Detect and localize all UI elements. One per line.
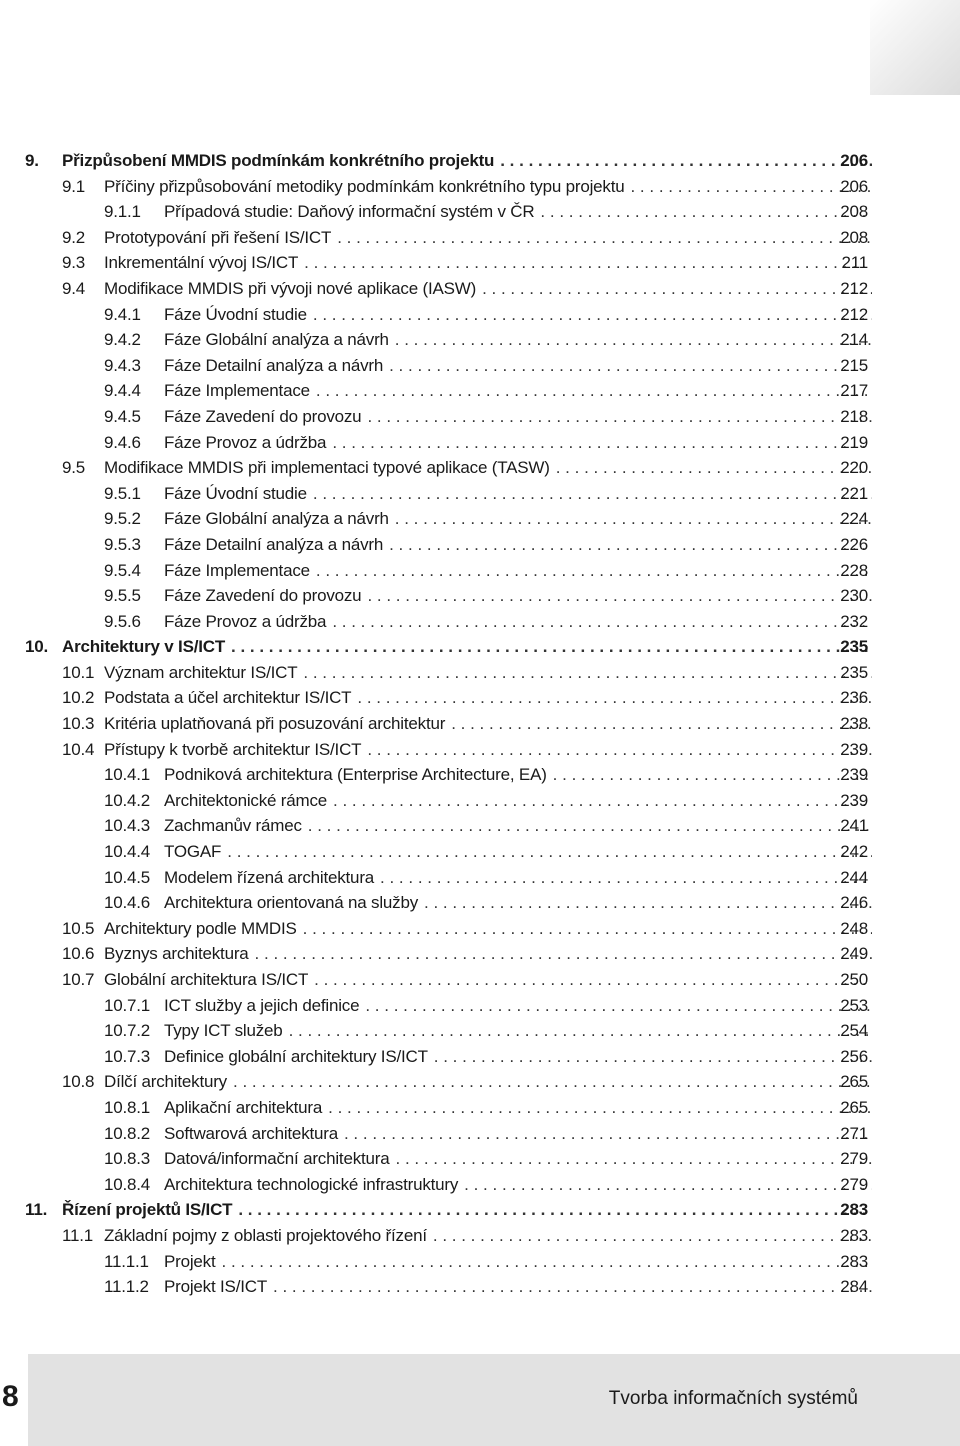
toc-dot-leader bbox=[238, 1197, 872, 1223]
toc-entry-title: Projekt bbox=[164, 1251, 216, 1271]
toc-entry-page: 279 bbox=[840, 1174, 868, 1194]
toc-entry-page: 236 bbox=[840, 688, 868, 708]
toc-entry[interactable] bbox=[0, 1069, 960, 1095]
toc-entry-title-wrap bbox=[104, 941, 872, 967]
toc-entry-title: Globální architektura IS/ICT bbox=[104, 970, 309, 989]
toc-dot-leader bbox=[333, 788, 872, 814]
toc-entry-page: 284 bbox=[840, 1277, 868, 1297]
toc-entry-page: 230 bbox=[840, 586, 868, 606]
toc-entry-title-wrap bbox=[104, 455, 872, 481]
toc-entry-title: Případová studie: Daňový informační systém v ČR bbox=[164, 202, 535, 222]
toc-entry-page: 215 bbox=[840, 355, 868, 375]
toc-entry-page: 239 bbox=[840, 739, 868, 759]
toc-dot-leader bbox=[304, 250, 872, 276]
toc-dot-leader bbox=[233, 1069, 872, 1095]
toc-entry-title: Fáze Zavedení do provozu bbox=[164, 406, 362, 426]
toc-entry[interactable] bbox=[0, 404, 960, 430]
toc-dot-leader bbox=[464, 1172, 872, 1198]
toc-entry-title-wrap bbox=[164, 430, 872, 456]
toc-entry-number: 10.7.3 bbox=[104, 1046, 151, 1066]
toc-entry-page: 249 bbox=[840, 944, 868, 964]
toc-entry-number: 10.4.6 bbox=[104, 893, 151, 913]
toc-entry-number: 10. bbox=[25, 637, 49, 657]
toc-entry-number: 10.7 bbox=[62, 970, 95, 989]
toc-entry-page: 265 bbox=[840, 1097, 868, 1117]
toc-entry-title-wrap bbox=[62, 634, 872, 660]
toc-entry[interactable] bbox=[0, 865, 960, 891]
toc-entry-title: Přizpůsobení MMDIS podmínkám konkrétního projektu bbox=[62, 151, 495, 170]
toc-entry-number: 9.5.6 bbox=[104, 611, 141, 631]
toc-entry-title-wrap bbox=[164, 302, 872, 328]
toc-entry-number: 9.5 bbox=[62, 458, 86, 478]
toc-entry-number: 9.5.4 bbox=[104, 560, 141, 580]
toc-entry-number: 9.3 bbox=[62, 253, 86, 273]
toc-dot-leader bbox=[344, 1121, 872, 1147]
toc-entry[interactable] bbox=[0, 276, 960, 302]
toc-entry-title-wrap bbox=[164, 532, 872, 558]
toc-entry-title-wrap bbox=[164, 1095, 872, 1121]
toc-entry-number: 9.5.2 bbox=[104, 509, 141, 529]
toc-entry-title: Architektonické rámce bbox=[164, 790, 328, 810]
toc-entry[interactable] bbox=[0, 1121, 960, 1147]
toc-entry-number: 10.8.4 bbox=[104, 1174, 151, 1194]
toc-entry[interactable] bbox=[0, 455, 960, 481]
toc-entry-page: 232 bbox=[840, 611, 868, 631]
toc-entry[interactable] bbox=[0, 839, 960, 865]
toc-dot-leader bbox=[365, 993, 872, 1019]
toc-dot-leader bbox=[500, 148, 872, 174]
toc-entry-title-wrap bbox=[164, 890, 872, 916]
toc-entry-number: 10.8.3 bbox=[104, 1149, 151, 1169]
toc-entry-title-wrap bbox=[164, 404, 872, 430]
toc-entry-title: Základní pojmy z oblasti projektového řízení bbox=[104, 1225, 427, 1245]
toc-entry-number: 10.4.4 bbox=[104, 842, 151, 862]
toc-entry-title-wrap bbox=[104, 250, 872, 276]
toc-entry[interactable] bbox=[0, 199, 960, 225]
toc-dot-leader bbox=[367, 404, 872, 430]
toc-entry[interactable] bbox=[0, 788, 960, 814]
table-of-contents bbox=[0, 148, 960, 1300]
toc-entry-title: Kritéria uplatňovaná při posuzování architektur bbox=[104, 714, 446, 734]
toc-entry[interactable] bbox=[0, 634, 960, 660]
toc-entry[interactable] bbox=[0, 967, 960, 993]
toc-entry-title: Modifikace MMDIS při vývoji nové aplikace (IASW) bbox=[104, 278, 477, 298]
toc-entry-title-wrap bbox=[164, 1274, 872, 1300]
toc-entry-page: 206 bbox=[840, 176, 868, 196]
toc-dot-leader bbox=[332, 609, 872, 635]
toc-entry-number: 9.2 bbox=[62, 227, 86, 247]
toc-entry-title: Fáze Úvodní studie bbox=[164, 304, 307, 324]
toc-entry-page: 271 bbox=[840, 1123, 868, 1143]
toc-dot-leader bbox=[434, 1044, 872, 1070]
toc-entry[interactable] bbox=[0, 225, 960, 251]
toc-dot-leader bbox=[289, 1018, 872, 1044]
toc-entry[interactable] bbox=[0, 685, 960, 711]
toc-entry-number: 9.5.1 bbox=[104, 483, 141, 503]
toc-entry-page: 283 bbox=[840, 1251, 868, 1271]
toc-entry-title: Fáze Implementace bbox=[164, 560, 310, 580]
toc-entry-title: Architektury v IS/ICT bbox=[62, 637, 226, 657]
toc-entry-title: Fáze Detailní analýza a návrh bbox=[164, 355, 384, 375]
toc-entry[interactable] bbox=[0, 430, 960, 456]
toc-dot-leader bbox=[313, 302, 872, 328]
toc-entry-title-wrap bbox=[164, 1172, 872, 1198]
toc-entry-number: 9.4.2 bbox=[104, 330, 141, 350]
toc-entry[interactable] bbox=[0, 327, 960, 353]
toc-dot-leader bbox=[255, 941, 872, 967]
toc-entry-title: Příčiny přizpůsobování metodiky podmínkám konkrétního typu projektu bbox=[104, 176, 625, 196]
toc-dot-leader bbox=[227, 839, 872, 865]
toc-entry-number: 11.1 bbox=[62, 1225, 94, 1245]
toc-entry[interactable] bbox=[0, 1095, 960, 1121]
toc-entry[interactable] bbox=[0, 353, 960, 379]
toc-entry-page: 239 bbox=[840, 765, 868, 785]
toc-entry-number: 10.5 bbox=[62, 918, 95, 938]
toc-entry-number: 9.4 bbox=[62, 278, 86, 298]
toc-dot-leader bbox=[540, 199, 872, 225]
toc-entry-page: 239 bbox=[840, 790, 868, 810]
toc-dot-leader bbox=[332, 430, 872, 456]
toc-entry[interactable] bbox=[0, 737, 960, 763]
toc-entry-title-wrap bbox=[104, 685, 872, 711]
toc-entry[interactable] bbox=[0, 890, 960, 916]
toc-entry-title: Podniková architektura (Enterprise Architecture, EA) bbox=[164, 765, 547, 785]
toc-dot-leader bbox=[303, 916, 872, 942]
toc-entry-number: 10.1 bbox=[62, 662, 95, 682]
toc-entry-title-wrap bbox=[164, 353, 872, 379]
toc-entry-title-wrap bbox=[164, 762, 872, 788]
toc-dot-leader bbox=[433, 1223, 872, 1249]
toc-entry-title: Typy ICT služeb bbox=[164, 1021, 283, 1041]
toc-entry-page: 238 bbox=[840, 714, 868, 734]
toc-entry-title: Softwarová architektura bbox=[164, 1123, 338, 1143]
toc-entry[interactable] bbox=[0, 711, 960, 737]
toc-entry-number: 11.1.1 bbox=[104, 1251, 149, 1271]
toc-dot-leader bbox=[556, 455, 872, 481]
toc-entry-title-wrap bbox=[164, 1121, 872, 1147]
toc-entry-title-wrap bbox=[164, 609, 872, 635]
toc-entry-page: 241 bbox=[840, 816, 868, 836]
page-number: 8 bbox=[2, 1380, 19, 1413]
toc-entry-title: Zachmanův rámec bbox=[164, 816, 302, 836]
toc-entry[interactable] bbox=[0, 148, 960, 174]
toc-entry-number: 9.5.3 bbox=[104, 534, 141, 554]
toc-entry-title-wrap bbox=[164, 583, 872, 609]
toc-dot-leader bbox=[367, 583, 872, 609]
toc-entry-title-wrap bbox=[104, 711, 872, 737]
toc-entry-number: 10.4.3 bbox=[104, 816, 151, 836]
toc-entry[interactable] bbox=[0, 532, 960, 558]
toc-entry-page: 235 bbox=[840, 637, 868, 657]
toc-entry-number: 10.7.1 bbox=[104, 995, 151, 1015]
toc-entry-page: 248 bbox=[840, 918, 868, 938]
toc-dot-leader bbox=[389, 353, 872, 379]
toc-entry-title: Architektura technologické infrastruktury bbox=[164, 1174, 459, 1194]
toc-entry-page: 218 bbox=[840, 406, 868, 426]
toc-entry-number: 10.8.2 bbox=[104, 1123, 151, 1143]
toc-dot-leader bbox=[380, 865, 872, 891]
toc-entry-title: Přístupy k tvorbě architektur IS/ICT bbox=[104, 739, 362, 759]
toc-entry-title-wrap bbox=[164, 1018, 872, 1044]
toc-entry-number: 10.2 bbox=[62, 688, 95, 708]
toc-entry-page: 208 bbox=[840, 227, 868, 247]
toc-dot-leader bbox=[424, 890, 872, 916]
toc-dot-leader bbox=[308, 813, 872, 839]
toc-entry-number: 11. bbox=[25, 1200, 48, 1220]
toc-entry[interactable] bbox=[0, 583, 960, 609]
toc-entry-title-wrap bbox=[62, 148, 872, 174]
toc-entry-number: 10.8.1 bbox=[104, 1097, 151, 1117]
toc-entry[interactable] bbox=[0, 174, 960, 200]
toc-entry-title: Inkrementální vývoj IS/ICT bbox=[104, 253, 299, 273]
toc-dot-leader bbox=[396, 1146, 873, 1172]
toc-entry[interactable] bbox=[0, 813, 960, 839]
toc-entry-title-wrap bbox=[104, 1223, 872, 1249]
toc-entry-title: Modifikace MMDIS při implementaci typové aplikace (TASW) bbox=[104, 458, 550, 478]
toc-entry-title: Architektura orientovaná na služby bbox=[164, 893, 419, 913]
toc-entry-title: Fáze Detailní analýza a návrh bbox=[164, 534, 384, 554]
toc-entry-page: 219 bbox=[840, 432, 868, 452]
toc-entry-page: 246 bbox=[840, 893, 868, 913]
toc-entry-page: 217 bbox=[840, 381, 868, 401]
toc-dot-leader bbox=[313, 481, 872, 507]
toc-dot-leader bbox=[328, 1095, 872, 1121]
book-title: Tvorba informačních systémů bbox=[608, 1388, 858, 1409]
toc-entry[interactable] bbox=[0, 660, 960, 686]
toc-entry[interactable] bbox=[0, 941, 960, 967]
toc-dot-leader bbox=[357, 685, 872, 711]
toc-dot-leader bbox=[389, 532, 872, 558]
toc-entry[interactable] bbox=[0, 609, 960, 635]
toc-entry-title: Definice globální architektury IS/ICT bbox=[164, 1046, 428, 1066]
toc-entry-title: Prototypování při řešení IS/ICT bbox=[104, 227, 332, 247]
toc-entry-number: 10.7.2 bbox=[104, 1021, 151, 1041]
toc-entry-page: 265 bbox=[840, 1072, 868, 1092]
toc-entry-title-wrap bbox=[104, 660, 872, 686]
toc-entry-number: 10.6 bbox=[62, 944, 95, 964]
toc-entry-title-wrap bbox=[164, 481, 872, 507]
toc-dot-leader bbox=[367, 737, 872, 763]
toc-entry-page: 212 bbox=[840, 278, 868, 298]
toc-entry-title-wrap bbox=[164, 1044, 872, 1070]
toc-entry-title: Fáze Provoz a údržba bbox=[164, 432, 327, 452]
toc-entry-number: 11.1.2 bbox=[104, 1277, 149, 1297]
toc-entry-number: 9.4.6 bbox=[104, 432, 141, 452]
toc-entry[interactable] bbox=[0, 1197, 960, 1223]
toc-entry-number: 10.4.1 bbox=[104, 765, 151, 785]
toc-entry[interactable] bbox=[0, 993, 960, 1019]
toc-entry[interactable] bbox=[0, 250, 960, 276]
toc-entry-title-wrap bbox=[164, 506, 872, 532]
toc-entry-title-wrap bbox=[164, 1249, 872, 1275]
toc-entry-title: Modelem řízená architektura bbox=[164, 867, 375, 887]
toc-entry-page: 283 bbox=[840, 1200, 868, 1220]
toc-entry-title: Fáze Provoz a údržba bbox=[164, 611, 327, 631]
toc-entry-title-wrap bbox=[104, 1069, 872, 1095]
toc-entry-number: 10.3 bbox=[62, 714, 95, 734]
toc-entry-title: Dílčí architektury bbox=[104, 1072, 227, 1092]
toc-entry-page: 226 bbox=[840, 534, 868, 554]
toc-entry[interactable] bbox=[0, 1146, 960, 1172]
toc-dot-leader bbox=[337, 225, 872, 251]
toc-entry-title: TOGAF bbox=[164, 842, 222, 862]
toc-entry-page: 244 bbox=[840, 867, 868, 887]
toc-dot-leader bbox=[314, 967, 872, 993]
toc-entry[interactable] bbox=[0, 506, 960, 532]
toc-dot-leader bbox=[316, 558, 872, 584]
toc-entry-page: 211 bbox=[841, 253, 868, 273]
toc-entry-title-wrap bbox=[62, 1197, 872, 1223]
toc-entry[interactable] bbox=[0, 378, 960, 404]
toc-entry-page: 253 bbox=[840, 995, 868, 1015]
toc-entry-page: 214 bbox=[840, 330, 868, 350]
toc-entry-page: 242 bbox=[840, 842, 868, 862]
toc-entry-title: Fáze Úvodní studie bbox=[164, 483, 307, 503]
toc-entry-title: Datová/informační architektura bbox=[164, 1149, 390, 1169]
toc-entry-title: Fáze Zavedení do provozu bbox=[164, 586, 362, 606]
toc-entry[interactable] bbox=[0, 481, 960, 507]
toc-entry-page: 283 bbox=[840, 1225, 868, 1245]
toc-entry-title-wrap bbox=[164, 813, 872, 839]
toc-entry-page: 228 bbox=[840, 560, 868, 580]
toc-entry-title: Byznys architektura bbox=[104, 944, 249, 964]
toc-entry-title-wrap bbox=[104, 276, 872, 302]
toc-entry[interactable] bbox=[0, 1044, 960, 1070]
toc-entry-number: 9.4.4 bbox=[104, 381, 141, 401]
toc-entry[interactable] bbox=[0, 1274, 960, 1300]
toc-entry-page: 220 bbox=[840, 458, 868, 478]
toc-entry-page: 221 bbox=[840, 483, 868, 503]
toc-entry[interactable] bbox=[0, 1018, 960, 1044]
toc-entry-title-wrap bbox=[164, 378, 872, 404]
toc-entry-title: Projekt IS/ICT bbox=[164, 1277, 268, 1297]
toc-entry-page: 212 bbox=[840, 304, 868, 324]
toc-entry-title-wrap bbox=[164, 788, 872, 814]
toc-entry-number: 10.4 bbox=[62, 739, 95, 759]
toc-entry[interactable] bbox=[0, 302, 960, 328]
toc-dot-leader bbox=[395, 327, 872, 353]
toc-dot-leader bbox=[553, 762, 872, 788]
toc-entry-title-wrap bbox=[164, 558, 872, 584]
toc-entry-title: ICT služby a jejich definice bbox=[164, 995, 360, 1015]
toc-entry-title-wrap bbox=[104, 967, 872, 993]
toc-entry-number: 9.5.5 bbox=[104, 586, 141, 606]
toc-dot-leader bbox=[231, 634, 872, 660]
toc-entry-page: 279 bbox=[840, 1149, 868, 1169]
toc-entry-title: Význam architektur IS/ICT bbox=[104, 662, 298, 682]
toc-entry-page: 256 bbox=[840, 1046, 868, 1066]
toc-entry-page: 250 bbox=[840, 970, 868, 989]
toc-entry-page: 235 bbox=[840, 662, 868, 682]
toc-entry-title: Fáze Globální analýza a návrh bbox=[164, 509, 389, 529]
toc-entry-number: 10.4.5 bbox=[104, 867, 151, 887]
toc-entry[interactable] bbox=[0, 762, 960, 788]
toc-dot-leader bbox=[451, 711, 872, 737]
toc-entry-title-wrap bbox=[104, 174, 872, 200]
toc-entry-title-wrap bbox=[104, 916, 872, 942]
toc-entry[interactable] bbox=[0, 1249, 960, 1275]
toc-entry-title: Fáze Implementace bbox=[164, 381, 310, 401]
toc-entry-number: 9.4.1 bbox=[104, 304, 141, 324]
toc-entry-title: Aplikační architektura bbox=[164, 1097, 323, 1117]
toc-entry-page: 224 bbox=[840, 509, 868, 529]
toc-dot-leader bbox=[482, 276, 872, 302]
toc-entry-number: 10.8 bbox=[62, 1072, 95, 1092]
toc-entry[interactable] bbox=[0, 1172, 960, 1198]
toc-entry[interactable] bbox=[0, 558, 960, 584]
toc-entry-number: 9.1.1 bbox=[104, 202, 141, 222]
toc-entry-number: 10.4.2 bbox=[104, 790, 151, 810]
toc-entry-title-wrap bbox=[104, 225, 872, 251]
toc-entry-title-wrap bbox=[164, 839, 872, 865]
toc-entry-title-wrap bbox=[164, 865, 872, 891]
toc-entry-title-wrap bbox=[164, 993, 872, 1019]
toc-entry-page: 254 bbox=[840, 1021, 868, 1041]
toc-dot-leader bbox=[273, 1274, 872, 1300]
toc-entry-title: Architektury podle MMDIS bbox=[104, 918, 297, 938]
toc-dot-leader bbox=[395, 506, 872, 532]
toc-entry-number: 9. bbox=[25, 151, 39, 170]
toc-entry-title-wrap bbox=[164, 1146, 872, 1172]
toc-entry-title: Řízení projektů IS/ICT bbox=[62, 1200, 233, 1220]
toc-dot-leader bbox=[316, 378, 872, 404]
toc-entry-title: Fáze Globální analýza a návrh bbox=[164, 330, 389, 350]
toc-dot-leader bbox=[222, 1249, 872, 1275]
toc-entry-title-wrap bbox=[164, 199, 872, 225]
toc-entry-page: 206 bbox=[840, 151, 868, 170]
toc-entry-number: 9.4.5 bbox=[104, 406, 141, 426]
toc-entry[interactable] bbox=[0, 1223, 960, 1249]
corner-shade bbox=[870, 0, 960, 95]
toc-entry[interactable] bbox=[0, 916, 960, 942]
toc-entry-title-wrap bbox=[104, 737, 872, 763]
toc-dot-leader bbox=[303, 660, 872, 686]
toc-entry-number: 9.1 bbox=[62, 176, 86, 196]
toc-entry-page: 208 bbox=[840, 202, 868, 222]
toc-entry-number: 9.4.3 bbox=[104, 355, 141, 375]
toc-entry-title-wrap bbox=[164, 327, 872, 353]
toc-entry-title: Podstata a účel architektur IS/ICT bbox=[104, 688, 352, 708]
